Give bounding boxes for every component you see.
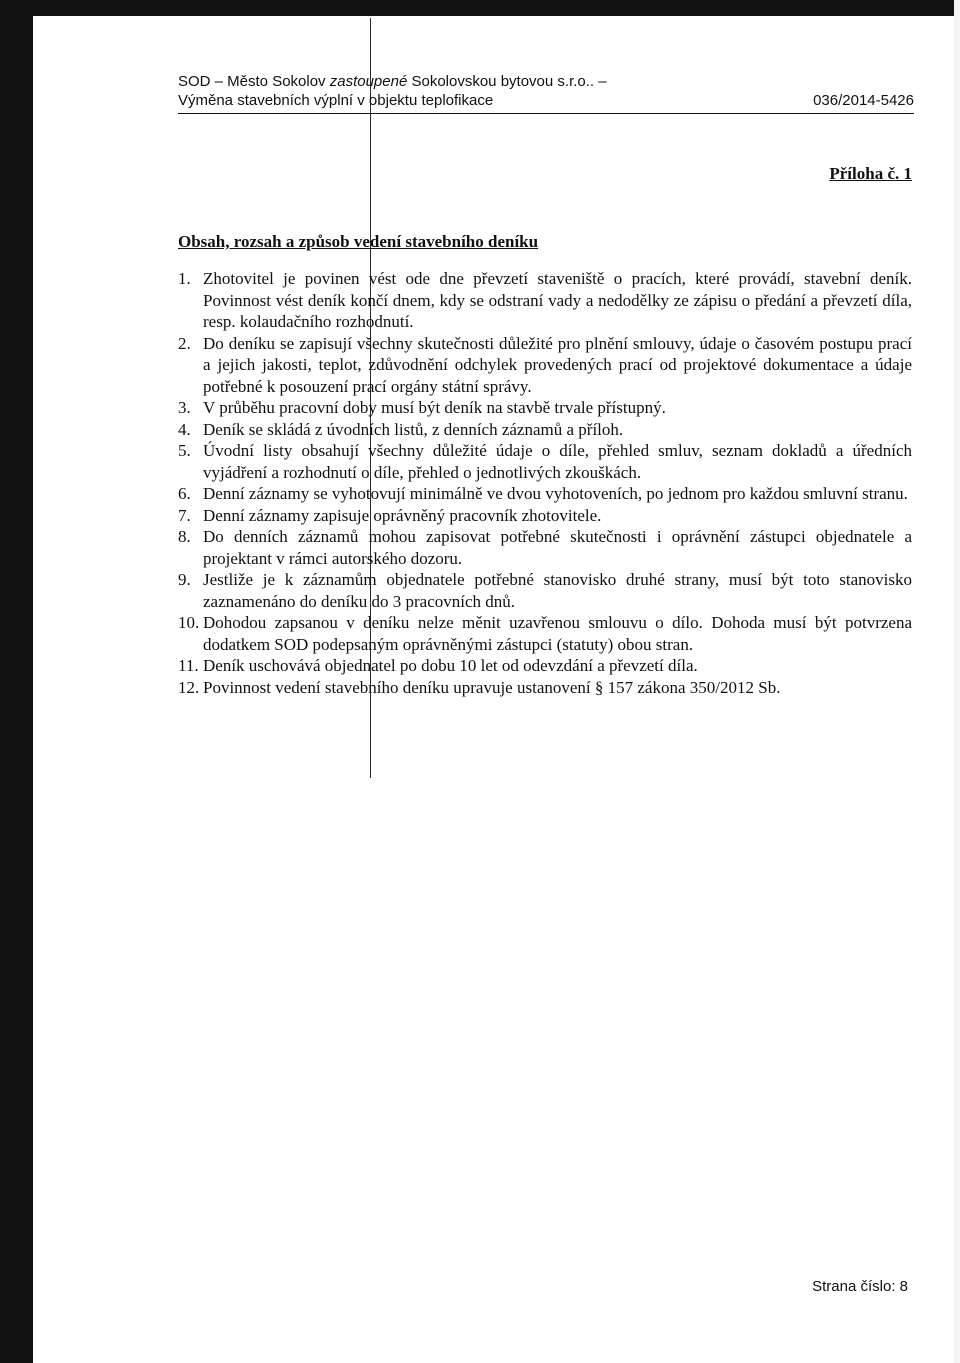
item-text: Povinnost vedení stavebního deníku upravuje ustanovení § 157 zákona 350/2012 Sb. — [203, 677, 781, 697]
list-item — [178, 569, 912, 612]
header-contract-line — [178, 72, 914, 91]
list-item — [178, 397, 912, 419]
item-text: Do denních záznamů mohou zapisovat potřebné skutečnosti i oprávnění zástupci objednatele a projektant v rámci autorského dozoru. — [203, 527, 912, 568]
list-item — [178, 440, 912, 483]
item-number: 4. — [178, 419, 191, 439]
item-number: 2. — [178, 333, 191, 353]
item-number: 7. — [178, 505, 191, 525]
header-suffix: Sokolovskou bytovou s.r.o.. – — [407, 73, 607, 90]
item-number: 9. — [178, 570, 191, 589]
item-text: Deník se skládá z úvodních listů, z denních záznamů a příloh. — [203, 419, 624, 439]
scan-border-right — [954, 0, 960, 1363]
list-item — [178, 268, 912, 333]
list-item — [178, 612, 912, 655]
item-number: 11. — [178, 656, 199, 675]
item-text: Do deníku se zapisují všechny skutečnosti důležité pro plnění smlouvy, údaje o časovém postupu prací a jejich jakosti, teplot, zdůvodnění odchylek provedených prací od projektové dokumentace a údaje potřebné k posouzení prací orgány státní správy. — [203, 333, 912, 396]
header-project-line — [178, 91, 914, 114]
list-item — [178, 483, 912, 505]
header-reference-number: 036/2014-5426 — [813, 92, 914, 109]
header-italic: zastoupené — [329, 73, 408, 90]
list-item — [178, 677, 912, 699]
item-list — [178, 268, 912, 698]
item-text: Denní záznamy zapisuje oprávněný pracovník zhotovitele. — [203, 505, 602, 525]
item-text: V průběhu pracovní doby musí být deník na stavbě trvale přístupný. — [203, 398, 666, 417]
item-number: 8. — [178, 527, 191, 546]
scan-border-top — [0, 0, 960, 16]
header-project-title: Výměna stavebních výplní v objektu teplofikace — [178, 92, 494, 109]
item-number: 12. — [178, 677, 200, 697]
item-text: Deník uschovává objednatel po dobu 10 let od odevzdání a převzetí díla. — [203, 656, 698, 675]
list-item — [178, 333, 912, 398]
item-text: Dohodou zapsanou v deníku nelze měnit uzavřenou smlouvu o dílo. Dohoda musí být potvrzena dodatkem SOD podepsaným oprávněnými zástupci (statuty) obou stran. — [203, 613, 912, 654]
list-item — [178, 526, 912, 569]
list-item — [178, 505, 912, 527]
item-number: 10. — [178, 613, 200, 632]
header-prefix: SOD – Město Sokolov — [178, 73, 330, 90]
item-text: Denní záznamy se vyhotovují minimálně ve dvou vyhotoveních, po jednom pro každou smluvní stranu. — [203, 484, 908, 503]
page-number: Strana číslo: 8 — [812, 1278, 908, 1295]
item-number: 5. — [178, 441, 191, 460]
page-header — [178, 72, 914, 114]
item-number: 3. — [178, 398, 191, 417]
item-text: Úvodní listy obsahují všechny důležité údaje o díle, přehled smluv, seznam dokladů a úředních vyjádření a rozhodnutí o díle, přehled o jednotlivých zkouškách. — [203, 441, 912, 482]
scan-border-left — [0, 0, 33, 1363]
item-text: Jestliže je k záznamům objednatele potřebné stanovisko druhé strany, musí být toto stanovisko zaznamenáno do deníku do 3 pracovních dnů. — [203, 570, 912, 611]
item-text: Zhotovitel je povinen vést ode dne převzetí staveniště o pracích, které provádí, stavební deník. Povinnost vést deník končí dnem, kdy se odstraní vady a nedodělky ze zápisu o předání a převzetí díla, resp. kolaudačního rozhodnutí. — [203, 269, 912, 331]
attachment-label: Příloha č. 1 — [829, 164, 912, 183]
section-title: Obsah, rozsah a způsob vedení stavebního deníku — [178, 232, 539, 251]
item-number: 6. — [178, 484, 191, 503]
list-item — [178, 419, 912, 441]
list-item — [178, 655, 912, 677]
item-number: 1. — [178, 269, 191, 288]
